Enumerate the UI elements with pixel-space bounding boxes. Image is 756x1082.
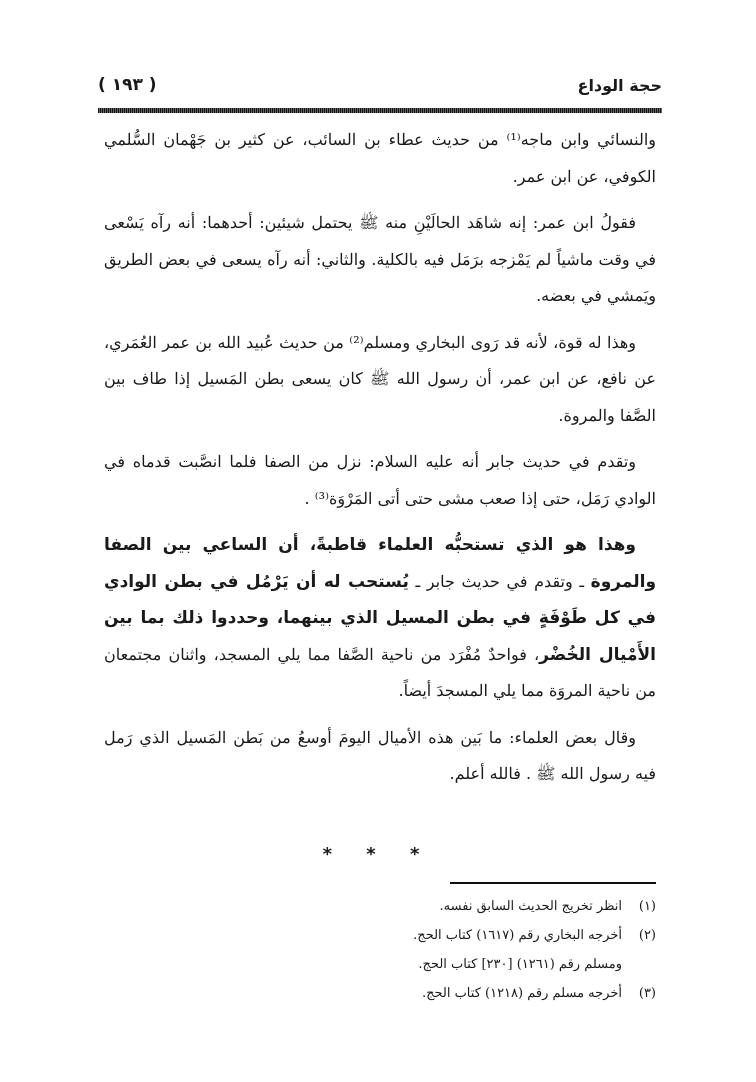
inline-text: ، فواحدٌ مُفْرَد من ناحية الصَّفا مما يلي المسجد، واثنان مجتمعان من ناحية المروَة مما يلي المسجدَ أيضاً. [104, 644, 656, 700]
main-text [104, 122, 656, 803]
footnote-text: أخرجه مسلم رقم (١٢١٨) كتاب الحج. [421, 986, 622, 1001]
bold-text: وهذا هو الذي تستحبُّه العلماء قاطبةً، أن الساعي بين الصفا والمروة [104, 535, 657, 592]
page-header [98, 70, 662, 100]
footnote-text: ومسلم رقم (١٢٦١) [٢٣٠] كتاب الحج. [418, 957, 622, 972]
footnotes [200, 892, 656, 1008]
footnote [200, 921, 656, 950]
footnote-number: (٣) [638, 986, 656, 1001]
header-rule [98, 108, 662, 113]
bold-paragraph [104, 527, 656, 710]
paragraph: والنسائي وابن ماجه⁽¹⁾ من حديث عطاء بن السائب، عن كثير بن جَهْمان السُّلمي الكوفي، عن ابن عمر. [104, 130, 656, 186]
footnote-text: انظر تخريج الحديث السابق نفسه. [439, 899, 622, 914]
running-title: حجة الوداع [577, 75, 662, 95]
paragraph: وهذا له قوة، لأنه قد رَوى البخاري ومسلم⁽²⁾ من حديث عُبيد الله بن عمر العُمَري، عن نافع، عن ابن عمر، أن رسول الله ﷺ كان يسعى بطن المَسيل إذا طاف بين الصَّفا والمروة. [104, 332, 656, 425]
section-separator: * * * [322, 844, 434, 865]
footnote-text: أخرجه البخاري رقم (١٦١٧) كتاب الحج. [413, 928, 622, 943]
footnote-number: (٢) [638, 928, 656, 943]
bold-text: يُستحب له أن يَرْمُل في بطن الوادي في كل طَوْفَةٍ في بطن المسيل الذي بينهما، وحددوا ذلك بما بين الأَمْيال الخُضْر [104, 571, 656, 665]
paragraph: وتقدم في حديث جابر أنه عليه السلام: نزل من الصفا فلما انصَّبت قدماه في الوادي رَمَل، حتى إذا صعب مشى حتى أتى المَرْوَة⁽³⁾ . [104, 452, 656, 508]
footnote-rule [450, 882, 656, 884]
paragraph: وقال بعض العلماء: ما بَين هذه الأميال اليومَ أوسعُ من بَطن المَسيل الذي رَمل فيه رسول الله ﷺ . فالله أعلم. [104, 727, 656, 783]
inline-text: ـ وتقدم في حديث جابر ـ [408, 571, 591, 591]
page-number: ( ١٩٣ ) [98, 75, 157, 95]
footnote [200, 979, 656, 1008]
footnote [200, 892, 656, 921]
paragraph: فقولُ ابن عمر: إنه شاهَد الحالَيْنِ منه ﷺ يحتمل شيئين: أحدهما: أنه رآه يَسْعى في وقت ماشياً لم يَمْزجه برَمَل فيه بالكلية. والثاني: أنه رآه يسعى في بعض الطريق ويَمشي في بعضه. [104, 213, 656, 305]
footnote-number: (١) [638, 899, 656, 914]
footnote [200, 950, 656, 979]
